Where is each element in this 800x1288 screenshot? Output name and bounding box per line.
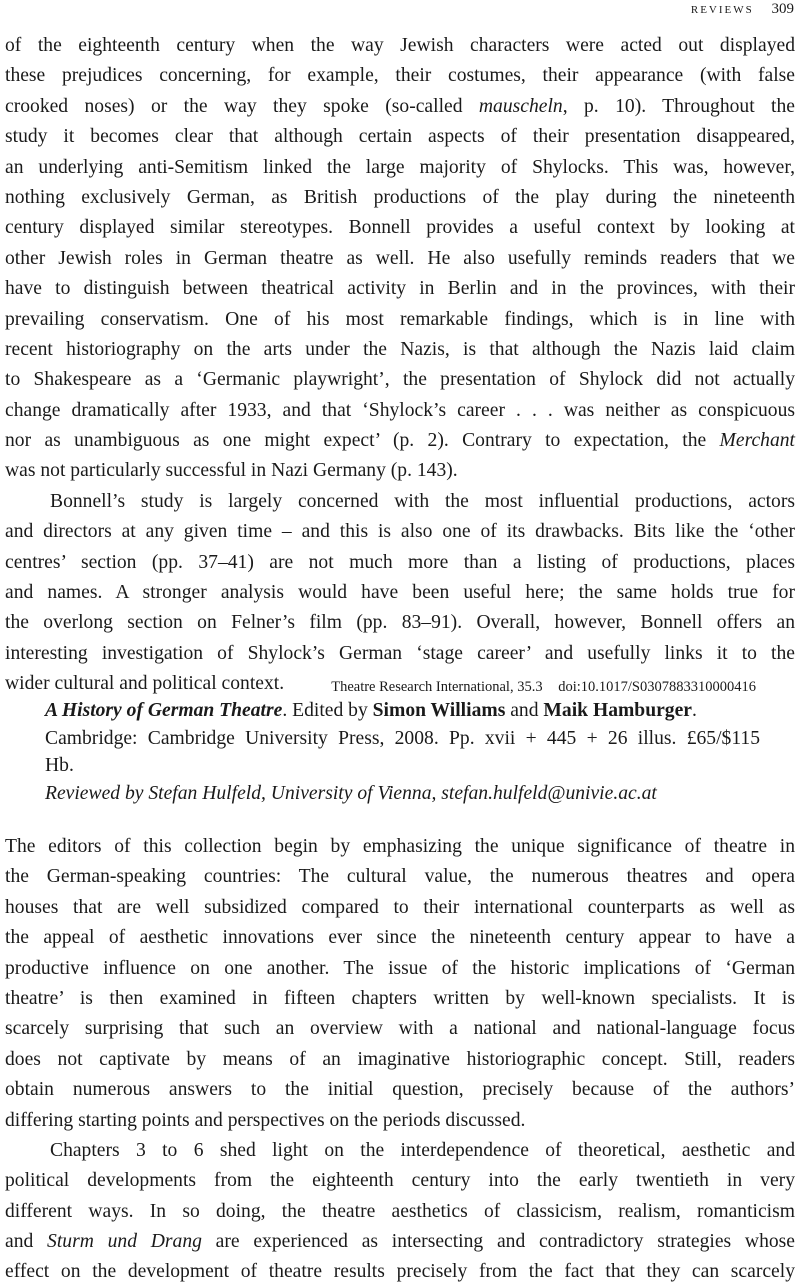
section-title: reviews — [690, 1, 754, 17]
text-line — [5, 31, 795, 61]
text-line — [5, 832, 795, 862]
text-run: and names. A stronger analysis would have been useful here; the same holds true for — [5, 582, 795, 604]
text-line — [5, 639, 795, 669]
text-run: , p. 10). Throughout the — [562, 95, 795, 117]
review-header — [45, 697, 760, 808]
text-run: nor as unambiguous as one might expect’ (p. 2). Contrary to expectation, the — [5, 430, 720, 452]
citation-line — [331, 678, 756, 696]
text-line — [45, 697, 760, 725]
emphasized-text: Reviewed by Stefan Hulfeld, University of Vienna, stefan.hulfeld@univie.ac.at — [45, 783, 657, 805]
text-line — [5, 213, 795, 243]
text-line — [5, 1014, 795, 1044]
text-line — [5, 365, 795, 395]
text-line — [5, 92, 795, 122]
text-run: nothing exclusively German, as British productions of the play during the nineteenth — [5, 186, 795, 208]
text-line — [45, 725, 760, 753]
text-run: different ways. In so doing, the theatre aesthetics of classicism, realism, romanticism — [5, 1200, 795, 1222]
text-run: theatre’ is then examined in fifteen chapters written by well-known specialists. It is — [5, 987, 795, 1009]
page-number: 309 — [771, 1, 794, 17]
review-body-continued — [5, 31, 795, 700]
text-line — [5, 1075, 795, 1105]
text-run: interesting investigation of Shylock’s German ‘stage career’ and usefully links it to the — [5, 642, 795, 664]
doi: doi:10.1017/S0307883310000416 — [558, 679, 756, 695]
text-run: houses that are well subsidized compared to their international counterparts as well as — [5, 896, 795, 918]
text-run: was not particularly successful in Nazi Germany (p. 143). — [5, 460, 458, 482]
text-run: does not captivate by means of an imaginative historiographic concept. Still, readers — [5, 1048, 795, 1070]
text-run: crooked noses) or the way they spoke (so-called — [5, 95, 479, 117]
text-run: the appeal of aesthetic innovations ever since the nineteenth century appear to have a — [5, 927, 795, 949]
emphasized-text: Merchant — [719, 430, 795, 452]
text-line — [5, 1257, 795, 1287]
text-line — [5, 608, 795, 638]
emphasized-text: mauscheln — [478, 95, 563, 117]
text-run: other Jewish roles in German theatre as well. He also usefully reminds readers that we — [5, 247, 795, 269]
text-run: obtain numerous answers to the initial question, precisely because of the authors’ — [5, 1079, 795, 1101]
text-line — [5, 153, 795, 183]
text-run: scarcely surprising that such an overview with a national and national-language focus — [5, 1018, 795, 1040]
text-line — [5, 305, 795, 335]
text-line — [5, 984, 795, 1014]
text-run: study it becomes clear that although certain aspects of their presentation disappeared, — [5, 126, 795, 148]
emphasized-text: A History of German Theatre — [45, 700, 283, 721]
text-line — [5, 548, 795, 578]
text-run: productive influence on one another. The issue of the historic implications of ‘German — [5, 957, 795, 979]
text-run: of the eighteenth century when the way Jewish characters were acted out displayed — [5, 35, 795, 56]
text-run: are experienced as intersecting and contradictory strategies whose — [201, 1231, 795, 1253]
paragraph — [5, 487, 795, 700]
journal-reference: Theatre Research International, 35.3 — [331, 679, 543, 695]
text-run: prevailing conservatism. One of his most remarkable findings, which is in line with — [5, 308, 795, 330]
text-run: have to distinguish between theatrical activity in Berlin and in the provinces, with their — [5, 278, 795, 300]
running-header — [691, 0, 794, 18]
text-line — [45, 752, 760, 780]
text-line — [5, 183, 795, 213]
text-run: effect on the development of theatre results precisely from the fact that they can scarcely — [5, 1261, 795, 1283]
text-line — [5, 517, 795, 547]
text-line — [5, 923, 795, 953]
text-line — [5, 893, 795, 923]
text-line — [5, 244, 795, 274]
text-run: change dramatically after 1933, and that ‘Shylock’s career . . . was neither as conspicuous — [5, 399, 795, 421]
text-line — [5, 426, 795, 456]
text-line — [5, 1106, 795, 1136]
text-run: . — [692, 700, 697, 721]
text-line — [5, 1197, 795, 1227]
text-line — [5, 862, 795, 892]
text-run: differing starting points and perspectives on the periods discussed. — [5, 1109, 526, 1131]
emphasized-text: Simon Williams — [372, 700, 506, 721]
text-line — [5, 954, 795, 984]
text-line — [5, 487, 795, 517]
text-line — [5, 1045, 795, 1075]
text-run: and — [5, 1231, 48, 1253]
text-line — [5, 61, 795, 91]
text-run: Cambridge: Cambridge University Press, 2008. Pp. xvii + 445 + 26 illus. £65/$115 — [45, 727, 760, 749]
text-run: Bonnell’s study is largely concerned with the most influential productions, actors — [50, 490, 795, 512]
text-run: . Edited by — [282, 700, 373, 721]
text-line — [5, 1136, 795, 1166]
text-line — [5, 274, 795, 304]
paragraph — [5, 31, 795, 487]
text-line — [5, 396, 795, 426]
text-run: Chapters 3 to 6 shed light on the interdependence of theoretical, aesthetic and — [50, 1139, 795, 1161]
text-run: century displayed similar stereotypes. Bonnell provides a useful context by looking at — [5, 217, 795, 239]
text-line — [5, 122, 795, 152]
text-line — [5, 578, 795, 608]
text-line — [5, 1166, 795, 1196]
text-run: and — [505, 700, 544, 721]
text-run: the overlong section on Felner’s film (pp. 83–91). Overall, however, Bonnell offers an — [5, 612, 795, 634]
text-run: an underlying anti-Semitism linked the large majority of Shylocks. This was, however, — [5, 156, 795, 178]
emphasized-text: Maik Hamburger — [543, 700, 692, 721]
paragraph — [5, 1136, 795, 1288]
text-run: to Shakespeare as a ‘Germanic playwright’, the presentation of Shylock did not actually — [5, 369, 795, 391]
text-line — [45, 780, 760, 808]
review-body — [5, 832, 795, 1288]
text-run: the German-speaking countries: The cultural value, the numerous theatres and opera — [5, 866, 795, 888]
text-run: Hb. — [45, 755, 74, 777]
text-run: recent historiography on the arts under the Nazis, is that although the Nazis laid claim — [5, 338, 795, 360]
text-line — [5, 456, 795, 486]
text-run: these prejudices concerning, for example, their costumes, their appearance (with false — [5, 65, 795, 87]
text-run: centres’ section (pp. 37–41) are not much more than a listing of productions, places — [5, 551, 795, 573]
text-run: wider cultural and political context. — [5, 673, 285, 695]
text-line — [5, 1227, 795, 1257]
text-run: political developments from the eighteenth century into the early twentieth in very — [5, 1170, 795, 1192]
emphasized-text: Sturm und Drang — [47, 1231, 202, 1253]
paragraph — [5, 832, 795, 1136]
text-line — [5, 335, 795, 365]
text-run: and directors at any given time – and this is also one of its drawbacks. Bits like the ‘other — [5, 521, 795, 543]
text-run: The editors of this collection begin by emphasizing the unique significance of theatre in — [5, 836, 795, 857]
